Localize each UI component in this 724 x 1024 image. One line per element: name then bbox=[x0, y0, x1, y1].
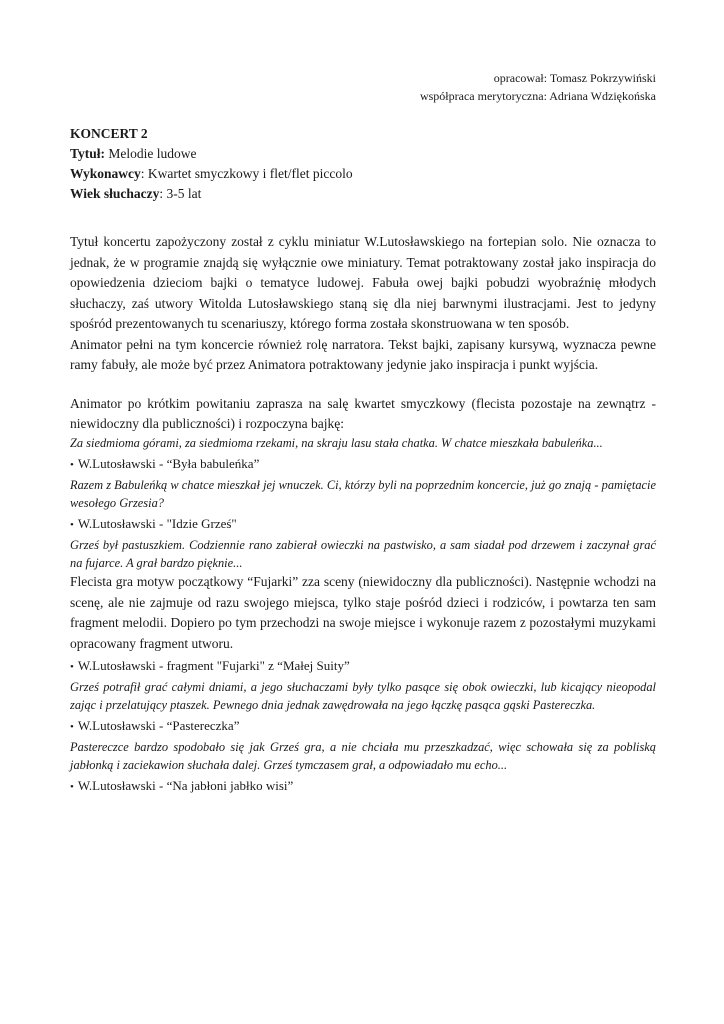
bullet-item-4 bbox=[70, 716, 656, 737]
document-body bbox=[70, 232, 656, 799]
intro-paragraph-1: Tytuł koncertu zapożyczony został z cyklu miniatur W.Lutosławskiego na fortepian solo. Nie oznacza to jednak, że w programie znajdą się wyłącznie owe miniatury. Temat potraktowany został jako inspiracja do opowiedzenia dzieciom bajki o tematyce ludowej. Fabuła owej bajki pobudzi wyobraźnię młodych słuchaczy, zaś utwory Witolda Lutosławskiego staną się dla niej barwnymi ilustracjami. Jest to jedyny spośród prezentowanych tu scenariuszy, którego forma została skonstruowana w ten sposób. bbox=[70, 234, 656, 331]
author-credit: opracował: Tomasz Pokrzywiński bbox=[493, 71, 656, 85]
bullet-text-3: W.Lutosławski - fragment "Fujarki" z “Małej Suity” bbox=[77, 658, 350, 673]
age-line bbox=[70, 184, 656, 204]
bullet-item-2 bbox=[70, 514, 656, 535]
bullet-text-1: W.Lutosławski - “Była babuleńka” bbox=[77, 456, 260, 471]
story-italic-5: Pastereczce bardzo spodobało się jak Grześ gra, a nie chciała mu przeszkadzać, więc schowała się za pobliską jabłonką i zaciekawion słuchała dalej. Grześ tymczasem grał, a odpowiadało mu echo... bbox=[70, 740, 656, 772]
story-italic-2: Razem z Babuleńką w chatce mieszkał jej wnuczek. Ci, którzy byli na poprzednim koncercie, już go znają - pamiętacie wesołego Grzesia? bbox=[70, 478, 656, 510]
performers-line bbox=[70, 164, 656, 184]
story-intro-paragraph: Animator po krótkim powitaniu zaprasza na salę kwartet smyczkowy (flecista pozostaje na zewnątrz - niewidoczny dla publiczności) i rozpoczyna bajkę: bbox=[70, 395, 656, 431]
bullet-icon: • bbox=[70, 661, 74, 673]
credits-block bbox=[420, 69, 656, 105]
concert-meta bbox=[70, 124, 656, 204]
title-value: Melodie ludowe bbox=[105, 146, 197, 161]
collaborator-credit: współpraca merytoryczna: Adriana Wdziękońska bbox=[419, 89, 656, 103]
bullet-item-5 bbox=[70, 776, 656, 797]
bullet-text-4: W.Lutosławski - “Pastereczka” bbox=[77, 718, 240, 733]
age-label: Wiek słuchaczy bbox=[70, 186, 160, 201]
bullet-icon: • bbox=[70, 519, 74, 531]
age-value: : 3-5 lat bbox=[159, 186, 202, 201]
bullet-item-3 bbox=[70, 656, 656, 677]
intro-paragraph-2: Animator pełni na tym koncercie również rolę narratora. Tekst bajki, zapisany kursywą, wyznacza pewne ramy fabuły, ale może być przez Animatora potraktowany jedynie jako inspiracja i punkt wyjścia. bbox=[70, 336, 656, 372]
bullet-icon: • bbox=[70, 721, 74, 733]
title-label: Tytuł: bbox=[70, 146, 106, 161]
story-italic-1: Za siedmioma górami, za siedmioma rzekami, na skraju lasu stała chatka. W chatce mieszkała babuleńka... bbox=[70, 435, 603, 450]
bullet-text-5: W.Lutosławski - “Na jabłoni jabłko wisi” bbox=[77, 778, 294, 793]
bullet-icon: • bbox=[70, 781, 74, 793]
story-italic-3: Grześ był pastuszkiem. Codziennie rano zabierał owieczki na pastwisko, a sam siadał pod drzewem i zaczynał grać na fujarce. A grał bardzo pięknie... bbox=[70, 538, 656, 570]
story-italic-4: Grześ potrafił grać całymi dniami, a jego słuchaczami były tylko pasące się obok owieczki, lub kicający nieopodal zając i przelatujący ptaszek. Pewnego dnia jednak zawędrowała na jego łączkę pasąca gąski Pastereczka. bbox=[70, 680, 656, 712]
performers-value: : Kwartet smyczkowy i flet/flet piccolo bbox=[140, 166, 353, 181]
performers-label: Wykonawcy bbox=[70, 166, 141, 181]
bullet-icon: • bbox=[70, 459, 74, 471]
story-paragraph-4: Flecista gra motyw początkowy “Fujarki” zza sceny (niewidoczny dla publiczności). Następnie wchodzi na scenę, ale nie zajmuje od razu swojego miejsca, tylko staje pośród dzieci i rodziców, i powtarza ten sam fragment melodii. Dopiero po tym przechodzi na swoje miejsce i wykonuje razem z pozostałymi muzykami opracowany fragment utworu. bbox=[70, 574, 656, 651]
bullet-text-2: W.Lutosławski - "Idzie Grześ" bbox=[77, 516, 237, 531]
concert-heading: KONCERT 2 bbox=[70, 126, 148, 141]
title-line bbox=[70, 144, 656, 164]
bullet-item-1 bbox=[70, 454, 656, 475]
